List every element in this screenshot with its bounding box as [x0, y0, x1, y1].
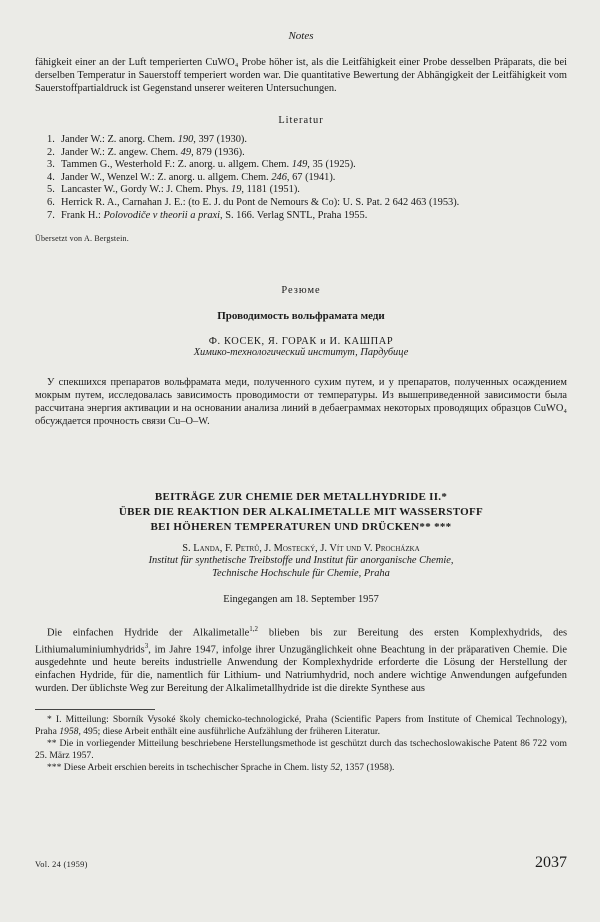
resume-abstract: У спекшихся препаратов вольфрамата меди, полученного сухим путем, и у препаратов, полученных осаждением мокрым путем, исследовалась зависимость проводимости от температуры. Из вышеприведенной зависимости была рассчитана энергия активации и на основании анализа линий в дебаеграммах некоторых проводящих образцов CuWO₄ обсуждается прочность связи Cu–O–W. — [35, 377, 567, 428]
article-authors: S. Landa, F. Petrů, J. Mostecký, J. Vít und V. Procházka — [182, 543, 420, 555]
reference-item: 3. Tammen G., Westerhold F.: Z. anorg. u. allgem. Chem. 149, 35 (1925). — [47, 159, 356, 171]
reference-item: 4. Jander W., Wenzel W.: Z. anorg. u. allgem. Chem. 246, 67 (1941). — [47, 171, 336, 183]
footnote-divider — [35, 709, 155, 710]
reference-item: 7. Frank H.: Polovodiče v theorii a praxi, S. 166. Verlag SNTL, Praha 1955. — [47, 209, 368, 221]
article-title-line: BEITRÄGE ZUR CHEMIE DER METALLHYDRIDE II.* — [154, 491, 448, 504]
footnote-item: ** Die in vorliegender Mitteilung beschriebene Herstellungsmethode ist geschützt durch das tschechoslowakische Patent 86 722 vom 25. März 1957. — [35, 738, 567, 762]
reference-item: 2. Jander W.: Z. angew. Chem. 49, 879 (1936). — [47, 146, 245, 158]
resume-authors: Ф. КОСЕК, Я. ГОРАК и И. КАШПАР — [208, 336, 394, 348]
resume-heading: Резюме — [281, 285, 321, 297]
page-footer — [35, 854, 567, 872]
running-header: Notes — [288, 30, 314, 42]
article-title — [35, 490, 567, 535]
page-number: 2037 — [535, 854, 567, 871]
article-title-line: ÜBER DIE REAKTION DER ALKALIMETALLE MIT WASSERSTOFF — [118, 506, 484, 519]
resume-title: Проводимость вольфрамата меди — [217, 310, 385, 323]
literature-heading: Literatur — [278, 115, 324, 126]
reference-item: 1. Jander W.: Z. anorg. Chem. 190, 397 (1930). — [47, 134, 247, 145]
translator-note: Übersetzt von A. Bergstein. — [35, 234, 129, 244]
reference-item: 6. Herrick R. A., Carnahan J. E.: (to E. J. du Pont de Nemours & Co): U. S. Pat. 2 642 463 (1953). — [47, 196, 460, 208]
article-title-line: BEI HÖHEREN TEMPERATUREN UND DRÜCKEN** *** — [150, 521, 452, 534]
resume-institute: Химико-технологический институт, Пардубице — [193, 347, 409, 359]
article-body-paragraph: Die einfachen Hydride der Alkalimetalle$^{1,2}$ blieben bis zur Bereitung des ersten Komplexhydrids, des Lithiumaluminiumhydrids$^3$, im Jahre 1947, infolge ihrer Unzugänglichkeit ohne Beachtung in der präparativen Chemie. Die ausgedehnte und heute bereits industrielle Anwendung der Komplexhydride erforderte die Lösung der Herstellung der einfachen Hydride, für die, namentlich für Lithium- und Natriumhydrid, noch andere wichtige Anwendungen aufgefunden wurden. Der üblichste Weg zur Bereitung der Alkalimetallhydride ist die direkte Synthese aus — [35, 625, 567, 695]
volume-label: Vol. 24 (1959) — [35, 860, 88, 869]
intro-paragraph: fähigkeit einer an der Luft temperierten CuWO₄ Probe höher ist, als die Leitfähigkeit einer Probe desselben Präparats, die bei derselben Temperatur in Sauerstoff temperiert worden war. Die quantitative Bewertung der Abhängigkeit der Leitfähigkeit vom Sauerstoffpartialdruck ist Gegenstand unserer weiteren Untersuchungen. — [35, 57, 567, 94]
received-date: Eingegangen am 18. September 1957 — [223, 594, 379, 606]
footnotes — [35, 714, 567, 774]
footnote-item: *** Diese Arbeit erschien bereits in tschechischer Sprache in Chem. listy 52, 1357 (1958). — [47, 762, 395, 774]
footnote-item: * I. Mitteilung: Sborník Vysoké školy chemicko-technologické, Praha (Scientific Papers from Institute of Chemical Technology), Praha 1958, 495; diese Arbeit enthält eine ausführliche Aufzählung der früheren Literatur. — [35, 714, 567, 738]
reference-list — [35, 134, 567, 222]
reference-item: 5. Lancaster W., Gordy W.: J. Chem. Phys. 19, 1181 (1951). — [47, 184, 300, 196]
article-institute: Institut für synthetische Treibstoffe und Institut für anorganische Chemie, Technische Hochschule für Chemie, Praha — [148, 555, 454, 580]
